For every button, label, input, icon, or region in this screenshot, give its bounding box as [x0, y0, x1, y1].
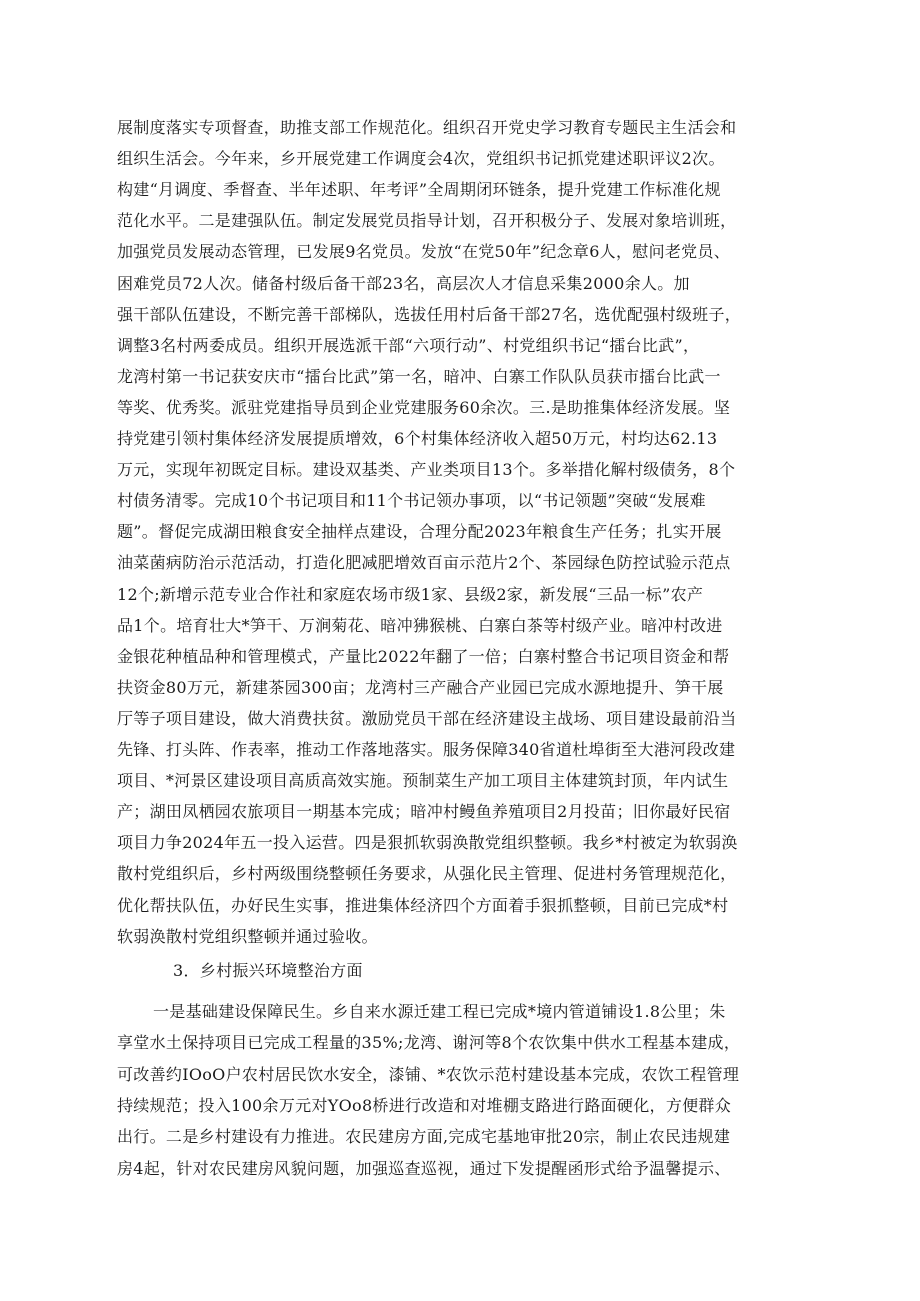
text-line: 房4起，针对农民建房风貌问题，加强巡查巡视，通过下发提醒函形式给予温馨提示、	[117, 1159, 731, 1178]
text-line: 组织生活会。今年来，乡开展党建工作调度会4次，党组织书记抓党建述职评议2次。	[117, 149, 725, 168]
text-line: 龙湾村第一书记获安庆市“擂台比武”第一名，暗冲、白寨工作队队员获市擂台比武一	[117, 367, 721, 386]
text-line: 先锋、打头阵、作表率，推动工作落地落实。服务保障340省道杜埠街至大港河段改建	[117, 740, 736, 759]
text-line: 项目、*河景区建设项目高质高效实施。预制菜生产加工项目主体建筑封顶，年内试生	[117, 771, 729, 790]
text-line: 范化水平。二是建强队伍。制定发展党员指导计划，召开积极分子、发展对象培训班，	[117, 211, 737, 230]
text-line: 厅等子项目建设，做大消费扶贫。激励党员干部在经济建设主战场、项目建设最前沿当	[117, 709, 737, 728]
text-line: 村债务清零。完成10个书记项目和11个书记领办事项，以“书记领题”突破“发展难	[117, 491, 706, 510]
text-line: 享堂水土保持项目已完成工程量的35%;龙湾、谢河等8个农饮集中供水工程基本建成，	[117, 1033, 741, 1052]
text-line: 等奖、优秀奖。派驻党建指导员到企业党建服务60余次。三.是助推集体经济发展。坚	[117, 398, 731, 417]
text-line: 万元，实现年初既定目标。建设双基类、产业类项目13个。多举措化解村级债务，8个	[117, 460, 736, 479]
text-line: 展制度落实专项督查，助推支部工作规范化。组织召开党史学习教育专题民主生活会和	[117, 118, 737, 137]
text-line: 调整3名村两委成员。组织开展选派干部“六项行动”、村党组织书记“擂台比武”，	[117, 336, 700, 355]
text-line: 优化帮扶队伍，办好民生实事，推进集体经济四个方面着手狠抓整顿，目前已完成*村	[117, 896, 729, 915]
section-heading: 3．乡村振兴环境整治方面	[173, 961, 363, 980]
text-line: 散村党组织后，乡村两级围绕整顿任务要求，从强化民主管理、促进村务管理规范化，	[117, 864, 737, 883]
text-line: 持续规范；投入100余万元对YOo8桥进行改造和对堆棚支路进行路面硬化，方便群众	[117, 1096, 732, 1115]
text-line: 软弱涣散村党组织整顿并通过验收。	[117, 927, 378, 946]
text-line: 题”。督促完成湖田粮食安全抽样点建设，合理分配2023年粮食生产任务；扎实开展	[117, 522, 722, 541]
text-line: 油菜菌病防治示范活动，打造化肥减肥增效百亩示范片2个、茶园绿色防控试验示范点	[117, 553, 731, 572]
text-line: 产；湖田凤栖园农旅项目一期基本完成；暗冲村鳗鱼养殖项目2月投苗；旧你最好民宿	[117, 802, 731, 821]
text-line: 一是基础建设保障民生。乡自来水源迁建工程已完成*境内管道铺设1.8公里；朱	[153, 1002, 726, 1021]
text-line: 扶资金80万元，新建茶园300亩；龙湾村三产融合产业园已完成水源地提升、笋干展	[117, 678, 724, 697]
text-line: 金银花种植品种和管理模式，产量比2022年翻了一倍；白寨村整合书记项目资金和帮	[117, 647, 730, 666]
text-line: 项目力争2024年五一投入运营。四是狠抓软弱涣散党组织整顿。我乡*村被定为软弱涣	[117, 833, 738, 852]
text-line: 构建“月调度、季督查、半年述职、年考评”全周期闭环链条，提升党建工作标准化规	[117, 180, 721, 199]
text-line: 出行。二是乡村建设有力推进。农民建房方面,完成宅基地审批20宗，制止农民违规建	[117, 1127, 731, 1146]
text-line: 12个;新增示范专业合作社和家庭农场市级1家、县级2家，新发展“三品一标”农产	[117, 585, 704, 604]
text-line: 品1个。培育壮大*笋干、万涧菊花、暗冲狒猴桃、白寨白茶等村级产业。暗冲村改进	[117, 616, 723, 635]
text-line: 加强党员发展动态管理，已发展9名党员。发放“在党50年”纪念章6人，慰问老党员、	[117, 242, 731, 261]
text-line: 强干部队伍建设，不断完善干部梯队，选拔任用村后备干部27名，选优配强村级班子，	[117, 305, 742, 324]
text-line: 可改善约IOoO户农村居民饮水安全，漆铺、*农饮示范村建设基本完成，农饮工程管理	[117, 1065, 740, 1084]
text-line: 困难党员72人次。储备村级后备干部23名，高层次人才信息采集2000余人。加	[117, 274, 690, 293]
text-line: 持党建引领村集体经济发展提质增效，6个村集体经济收入超50万元，村均达62.13	[117, 429, 718, 448]
